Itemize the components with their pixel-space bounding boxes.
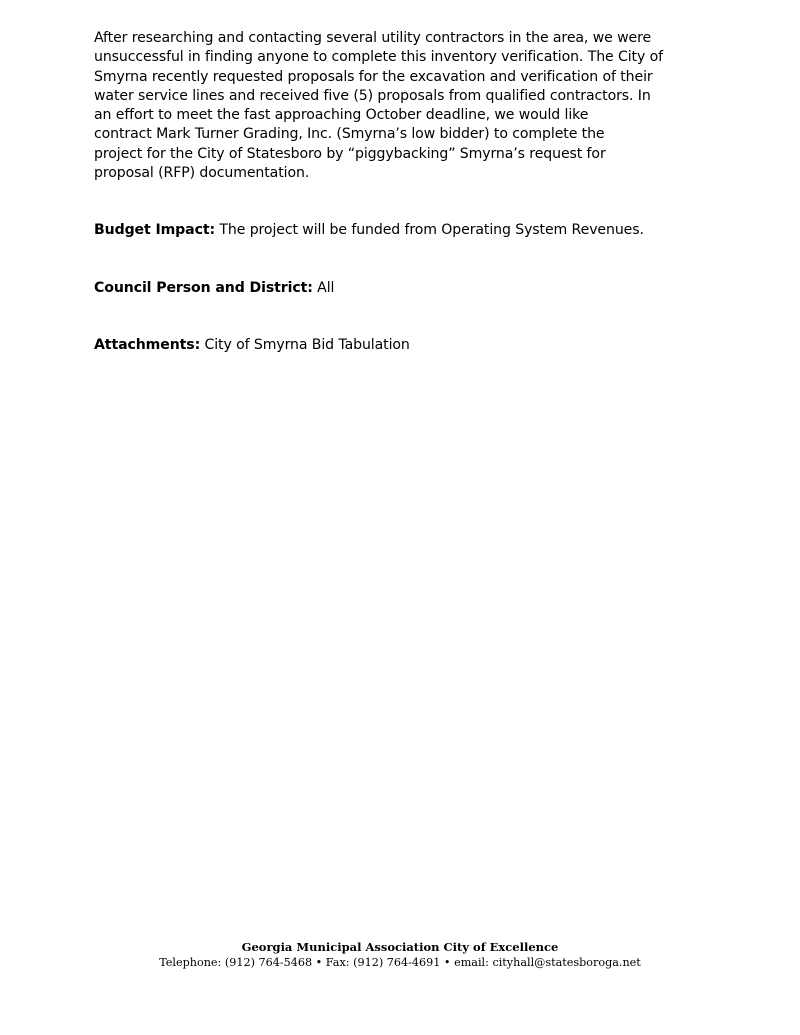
page-footer bbox=[0, 939, 800, 971]
council-district-label: Council Person and District: bbox=[94, 279, 313, 296]
budget-impact-label: Budget Impact: bbox=[94, 222, 216, 239]
attachments-value: City of Smyrna Bid Tabulation bbox=[200, 336, 410, 353]
footer-contact: Telephone: (912) 764-5468 • Fax: (912) 764-4691 • email: cityhall@statesboroga.net bbox=[159, 956, 641, 969]
paragraph-line: unsuccessful in finding anyone to complete this inventory verification. The City of bbox=[94, 49, 663, 66]
document-body bbox=[94, 29, 714, 355]
budget-impact-field bbox=[94, 221, 714, 240]
paragraph-line: contract Mark Turner Grading, Inc. (Smyrna’s low bidder) to complete the bbox=[94, 126, 605, 143]
footer-title: Georgia Municipal Association City of Excellence bbox=[241, 940, 559, 954]
paragraph-line: After researching and contacting several utility contractors in the area, we were bbox=[94, 30, 652, 46]
paragraph-line: proposal (RFP) documentation. bbox=[94, 165, 310, 182]
council-district-value: All bbox=[312, 279, 335, 296]
attachments-field bbox=[94, 336, 714, 355]
paragraph-line: water service lines and received five (5) proposals from qualified contractors. In bbox=[94, 87, 651, 104]
background-paragraph bbox=[94, 29, 714, 183]
paragraph-line: an effort to meet the fast approaching October deadline, we would like bbox=[94, 107, 589, 124]
paragraph-line: project for the City of Statesboro by “piggybacking” Smyrna’s request for bbox=[94, 145, 606, 162]
attachments-label: Attachments: bbox=[94, 336, 201, 353]
paragraph-line: Smyrna recently requested proposals for the excavation and verification of their bbox=[94, 68, 653, 85]
budget-impact-value: The project will be funded from Operating System Revenues. bbox=[215, 222, 644, 239]
council-district-field bbox=[94, 279, 714, 298]
